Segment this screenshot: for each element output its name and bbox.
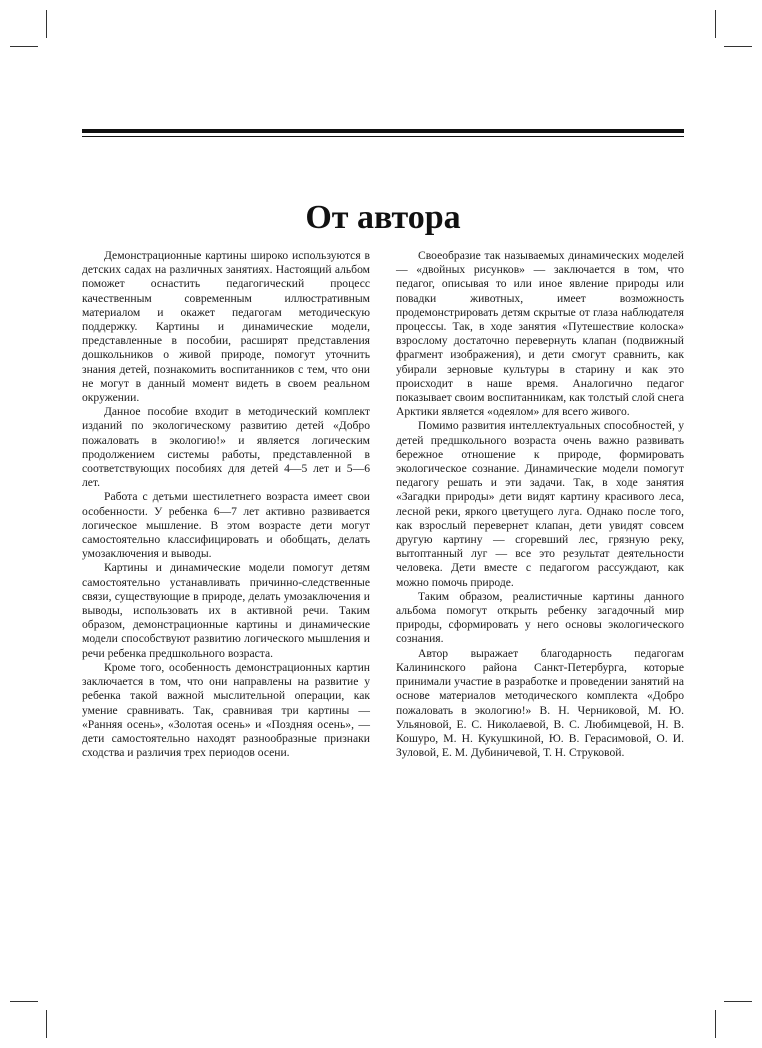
page-title: От автора (305, 199, 461, 236)
paragraph: Картины и динамические модели помогут детям самостоятельно устанавливать причинно-следственные связи, существующие в природе, делать умозаключения и выводы, использовать их в активной речи. Таким образом, демонстрационные картины и динамические модели способствуют развитию логического мышления и речи ребенка предшкольного возраста. (82, 561, 370, 660)
crop-mark-top-right-horizontal (724, 46, 752, 47)
crop-mark-top-left-horizontal (10, 46, 38, 47)
body-columns (82, 249, 684, 1009)
paragraph: Автор выражает благодарность педагогам Калининского района Санкт-Петербурга, которые принимали участие в разработке и проведении занятий на основе материалов методического комплекта «Добро пожаловать в экологию!» В. Н. Черниковой, М. Ю. Ульяновой, Е. С. Николаевой, В. С. Любимцевой, Н. В. Кошуро, М. Н. Кукушкиной, Ю. В. Герасимовой, О. И. Зуловой, Е. М. Дубиничевой, Т. Н. Струковой. (396, 646, 684, 760)
crop-mark-bottom-left-horizontal (10, 1001, 38, 1002)
paragraph: Кроме того, особенность демонстрационных картин заключается в том, что они направлены на развитие у ребенка такой важной мыслительной операции, как умение сравнивать. Так, сравнивая три картины — «Ранняя осень», «Золотая осень» и «Поздняя осень», — дети самостоятельно находят разнообразные признаки сходства и различия трех периодов осени. (82, 660, 370, 760)
paragraph: Работа с детьми шестилетнего возраста имеет свои особенности. У ребенка 6—7 лет активно развивается логическое мышление. В этом возрасте дети могут самостоятельно классифицировать и обобщать, делать умозаключения и выводы. (82, 490, 370, 561)
crop-mark-bottom-right-vertical (715, 1010, 716, 1038)
crop-mark-bottom-left-vertical (46, 1010, 47, 1038)
crop-mark-top-left-vertical (46, 10, 47, 38)
paragraph: Помимо развития интеллектуальных способностей, у детей предшкольного возраста очень важно развивать бережное отношение к природе, формировать экологическое сознание. Динамические модели помогут педагогу решать и эти задачи. Так, в ходе занятия «Загадки природы» дети видят картину красивого леса, лесной реки, яркого цветущего луга. Однако после того, как взрослый перевернет клапан, дети увидят совсем другую картину — сгоревший лес, грязную реку, вытоптанный луг — все это результат деятельности человека. Дети вместе с педагогом рассуждают, как можно помочь природе. (396, 419, 684, 589)
crop-mark-bottom-right-horizontal (724, 1001, 752, 1002)
right-column (396, 249, 684, 1009)
paragraph: Таким образом, реалистичные картины данного альбома помогут открыть ребенку загадочный мир природы, сформировать у него основы экологического сознания. (396, 589, 684, 646)
header-rule-thin (82, 136, 684, 137)
crop-mark-top-right-vertical (715, 10, 716, 38)
paragraph: Своеобразие так называемых динамических моделей — «двойных рисунков» — заключается в том, что педагог, описывая то или иное явление природы или повадки животных, имеет возможность продемонстрировать детям скрытые от глаза наблюдателя процессы. Так, в ходе занятия «Путешествие колоска» взрослому достаточно перевернуть клапан (подвижный фрагмент изображения), и дети смогут сравнить, как убирали зерновые культуры в старину и как это происходит в наше время. Аналогично педагог показывает своим воспитанникам, как толстый слой снега Арктики является «одеялом» для всего живого. (396, 249, 684, 419)
paragraph: Данное пособие входит в методический комплект изданий по экологическому развитию детей «Добро пожаловать в экологию!» и является логическим продолжением системы работы, представленной в соответствующих пособиях для детей 4—5 лет и 5—6 лет. (82, 405, 370, 490)
paragraph: Демонстрационные картины широко используются в детских садах на различных занятиях. Настоящий альбом поможет оснастить педагогический процесс качественным современным иллюстративным материалом и окажет педагогам методическую поддержку. Картины и динамические модели, представленные в пособии, расширят представления дошкольников о живой природе, помогут уточнить знания детей, познакомить воспитанников с тем, что они не могут в данный момент видеть в своем реальном окружении. (82, 249, 370, 405)
left-column (82, 249, 370, 1009)
header-rule-thick (82, 129, 684, 133)
